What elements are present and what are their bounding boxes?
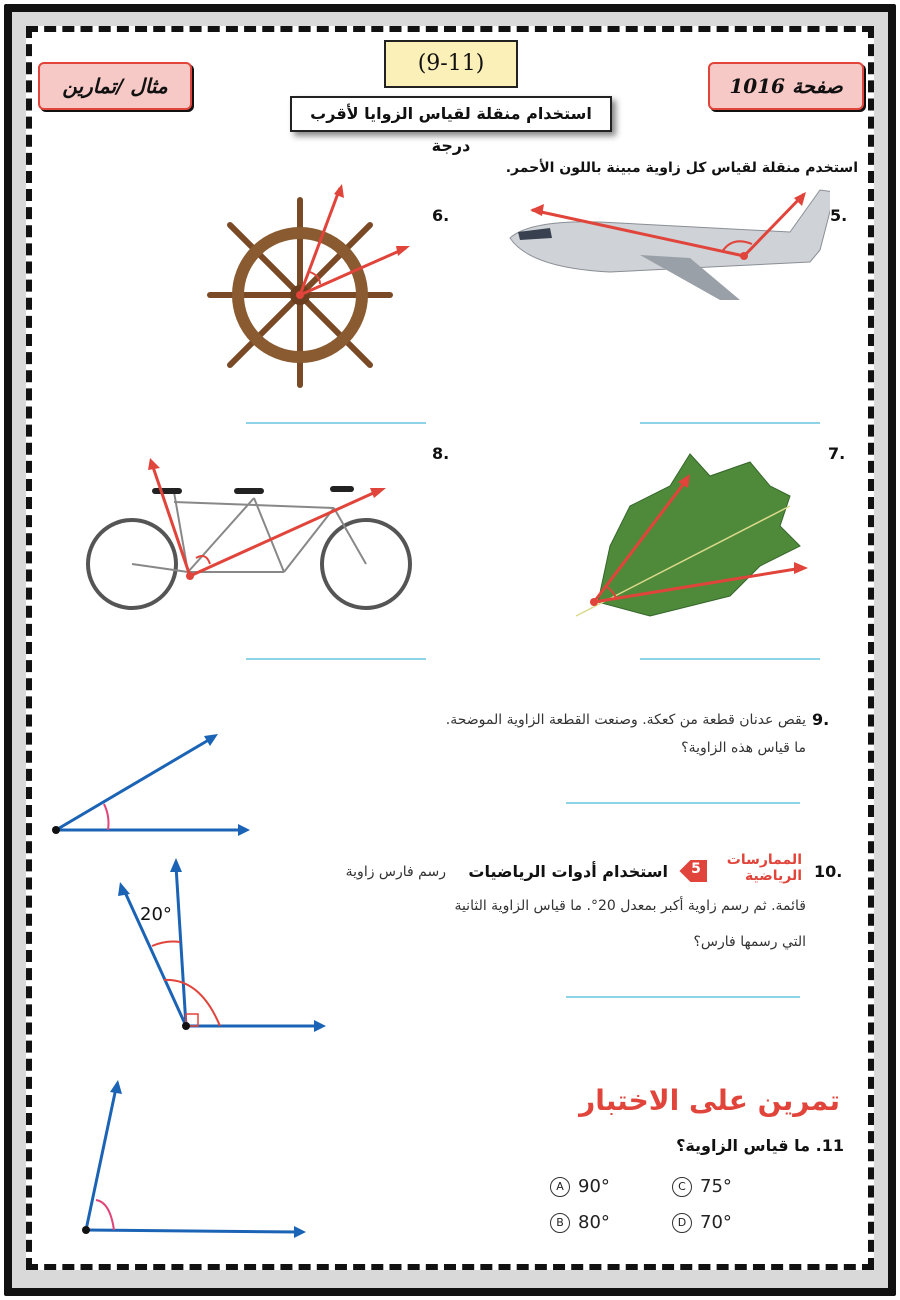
q10-text-line-3: التي رسمها فارس؟	[693, 934, 806, 950]
answer-line-7[interactable]	[640, 658, 820, 660]
q10-angle-figure	[100, 850, 340, 1040]
question-number-7: 7.	[828, 444, 846, 463]
option-b-letter-icon: B	[550, 1213, 570, 1233]
question-number-9: 9.	[812, 710, 830, 729]
tandem-bicycle-image	[84, 452, 418, 612]
answer-line-8[interactable]	[246, 658, 426, 660]
test-practice-title: تمرين على الاختبار	[579, 1084, 840, 1117]
lesson-title: استخدام منقلة لقياس الزوايا لأقرب درجة	[290, 96, 612, 132]
option-d-letter-icon: D	[672, 1213, 692, 1233]
math-practice-label-line-2: الرياضية	[744, 868, 802, 884]
q9-angle-figure	[40, 720, 270, 850]
option-c-value: 75°	[700, 1176, 732, 1197]
option-d[interactable]	[672, 1212, 732, 1233]
option-d-value: 70°	[700, 1212, 732, 1233]
lesson-number: (9-11)	[384, 40, 518, 88]
answer-line-6[interactable]	[246, 422, 426, 424]
option-c-letter-icon: C	[672, 1177, 692, 1197]
page-number-tag: صفحة 1016	[708, 62, 864, 110]
q10-heading: استخدام أدوات الرياضيات	[468, 862, 668, 881]
instruction-text: استخدم منقلة لقياس كل زاوية مبينة باللون الأحمر.	[505, 160, 858, 176]
answer-line-10[interactable]	[566, 996, 800, 998]
answer-line-9[interactable]	[566, 802, 800, 804]
question-number-10: 10.	[814, 862, 843, 881]
q10-angle-label: 20°	[140, 904, 172, 925]
option-b[interactable]	[550, 1212, 610, 1233]
option-a-letter-icon: A	[550, 1177, 570, 1197]
example-exercises-tag: مثال /تمارين	[38, 62, 192, 110]
math-practice-label	[718, 852, 802, 884]
q9-text-line-1: يقص عدنان قطعة من كعكة. وصنعت القطعة الزاوية الموضحة.	[445, 712, 806, 728]
option-a-value: 90°	[578, 1176, 610, 1197]
math-practice-number: 5	[691, 861, 701, 877]
question-number-8: 8.	[432, 444, 450, 463]
option-a[interactable]	[550, 1176, 610, 1197]
option-c[interactable]	[672, 1176, 732, 1197]
q9-text-line-2: ما قياس هذه الزاوية؟	[681, 740, 806, 756]
ship-wheel-image	[200, 180, 420, 390]
q11-question: 11. ما قياس الزاوية؟	[676, 1136, 844, 1155]
airplane-image	[490, 180, 830, 310]
q11-angle-figure	[70, 1070, 320, 1250]
leaf-image	[570, 446, 810, 626]
option-b-value: 80°	[578, 1212, 610, 1233]
question-number-6: 6.	[432, 206, 450, 225]
answer-line-5[interactable]	[640, 422, 820, 424]
math-practice-label-line-1: الممارسات	[726, 852, 802, 868]
question-number-5: 5.	[830, 206, 848, 225]
q10-text-line-1: رسم فارس زاوية	[345, 864, 446, 880]
q10-text-line-2: قائمة. ثم رسم زاوية أكبر بمعدل 20°. ما قياس الزاوية الثانية	[454, 898, 806, 914]
